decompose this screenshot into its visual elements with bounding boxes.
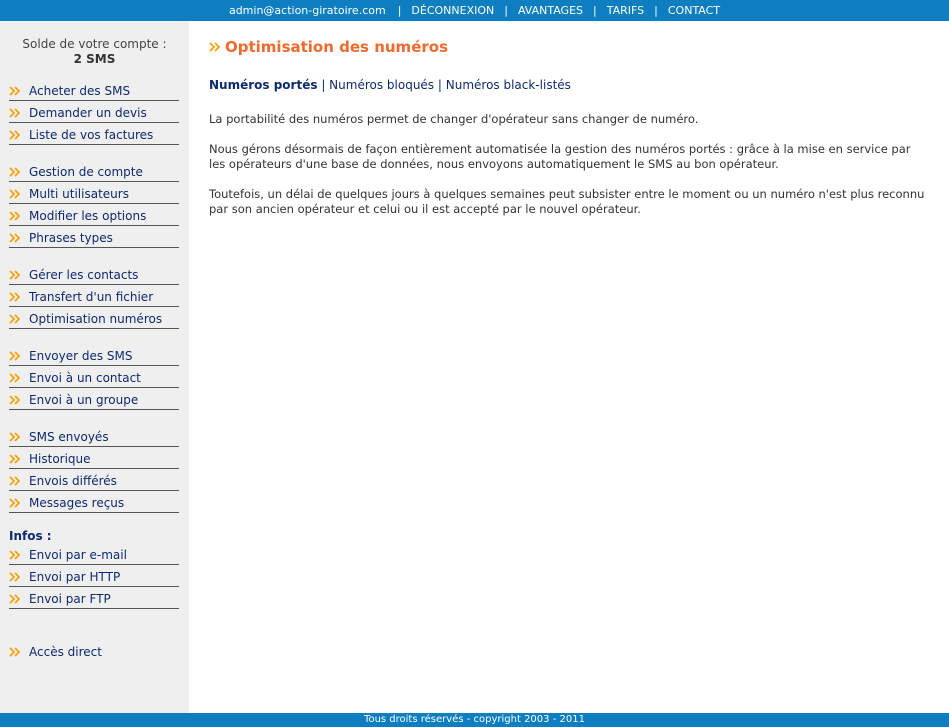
sidebar-item-label: Historique (29, 452, 91, 466)
sidebar-item-buy-sms[interactable] (9, 79, 179, 101)
sidebar-item-label: Envoi par FTP (29, 592, 111, 606)
intro-paragraph: La portabilité des numéros permet de changer d'opérateur sans changer de numéro. (209, 112, 699, 126)
sidebar-item-label: Multi utilisateurs (29, 187, 129, 201)
sidebar-item-edit-options[interactable] (9, 204, 179, 226)
menu-group-direct (9, 639, 179, 661)
tab-blocked-numbers[interactable]: Numéros bloqués (329, 78, 435, 92)
menu-group-contacts (9, 263, 179, 329)
sidebar-item-label: Optimisation numéros (29, 312, 163, 326)
separator: | (504, 4, 508, 17)
sidebar-item-file-transfer[interactable] (9, 285, 179, 307)
double-chevron-icon (9, 130, 21, 140)
top-bar (0, 0, 949, 21)
double-chevron-icon (9, 211, 21, 221)
sidebar-item-deferred-sends[interactable] (9, 469, 179, 491)
double-chevron-icon (9, 270, 21, 280)
sidebar-item-label: SMS envoyés (29, 430, 109, 444)
sidebar-item-label: Envoi par HTTP (29, 570, 121, 584)
sidebar-item-label: Acheter des SMS (29, 84, 131, 98)
sidebar-item-account-management[interactable] (9, 160, 179, 182)
double-chevron-icon (9, 432, 21, 442)
footer: Tous droits réservés - copyright 2003 - 2011 (0, 713, 949, 727)
sidebar-item-label: Modifier les options (29, 209, 147, 223)
separator: | (654, 4, 658, 17)
separator: | (593, 4, 597, 17)
sidebar-item-label: Liste de vos factures (29, 128, 154, 142)
sidebar-item-label: Envoyer des SMS (29, 349, 133, 363)
sidebar-item-sent-sms[interactable] (9, 425, 179, 447)
sidebar-item-label: Transfert d'un fichier (29, 290, 154, 304)
automation-paragraph: Nous gérons désormais de façon entièrement automatisée la gestion des numéros portés : grâce à la mise en service par les opérateurs d'une base de données, nous envoyons automatiquement le SMS au bon opérateur. (209, 142, 911, 171)
contact-link[interactable]: CONTACT (667, 4, 721, 17)
account-email-link[interactable]: admin@action-giratoire.com (228, 4, 386, 17)
double-chevron-icon (9, 351, 21, 361)
double-chevron-icon (9, 395, 21, 405)
sidebar-item-label: Envoi par e-mail (29, 548, 127, 562)
account-balance (0, 37, 189, 67)
sidebar-item-label: Gérer les contacts (29, 268, 139, 282)
double-chevron-icon (9, 454, 21, 464)
double-chevron-icon (9, 189, 21, 199)
sidebar-item-label: Demander un devis (29, 106, 147, 120)
sidebar-item-send-by-ftp[interactable] (9, 587, 179, 609)
double-chevron-icon (9, 314, 21, 324)
sidebar-item-manage-contacts[interactable] (9, 263, 179, 285)
menu-group-infos (9, 543, 179, 609)
sidebar-item-template-phrases[interactable] (9, 226, 179, 248)
sidebar-item-number-optimization[interactable] (9, 307, 179, 329)
page-title: Optimisation des numéros (225, 38, 448, 56)
pricing-link[interactable]: TARIFS (606, 4, 645, 17)
double-chevron-icon (209, 42, 221, 52)
sidebar-item-label: Envois différés (29, 474, 117, 488)
tab-blacklisted-numbers[interactable]: Numéros black-listés (445, 78, 571, 92)
sidebar-item-received-messages[interactable] (9, 491, 179, 513)
double-chevron-icon (9, 550, 21, 560)
sidebar-item-multi-users[interactable] (9, 182, 179, 204)
sidebar-item-send-by-email[interactable] (9, 543, 179, 565)
sidebar-item-send-to-group[interactable] (9, 388, 179, 410)
logout-link[interactable]: DÉCONNEXION (411, 4, 495, 17)
page-title-row (209, 38, 929, 56)
sidebar-item-label: Accès direct (29, 644, 102, 659)
double-chevron-icon (9, 647, 21, 657)
sidebar-item-label: Phrases types (29, 231, 113, 245)
menu-group-history (9, 425, 179, 513)
sidebar (0, 21, 189, 713)
sidebar-item-label: Envoi à un contact (29, 371, 141, 385)
delay-paragraph: Toutefois, un délai de quelques jours à quelques semaines peut subsister entre le moment ou un numéro n'est plus reconnu par son ancien opérateur et celui ou il est accepté par le nouvel opérateur. (209, 187, 925, 216)
sidebar-item-history[interactable] (9, 447, 179, 469)
double-chevron-icon (9, 233, 21, 243)
sidebar-item-invoices[interactable] (9, 123, 179, 145)
tab-separator: | (437, 78, 446, 92)
sidebar-item-send-sms[interactable] (9, 344, 179, 366)
sidebar-item-label: Gestion de compte (29, 165, 143, 179)
double-chevron-icon (9, 476, 21, 486)
sidebar-item-direct-access[interactable] (9, 639, 179, 661)
sidebar-item-send-by-http[interactable] (9, 565, 179, 587)
double-chevron-icon (9, 373, 21, 383)
sidebar-item-send-to-contact[interactable] (9, 366, 179, 388)
sidebar-item-label: Messages reçus (29, 496, 125, 510)
main-content (209, 21, 929, 217)
tab-separator: | (321, 78, 330, 92)
advantages-link[interactable]: AVANTAGES (517, 4, 584, 17)
tab-ported-numbers[interactable]: Numéros portés (209, 78, 318, 92)
double-chevron-icon (9, 86, 21, 96)
sidebar-item-label: Envoi à un groupe (29, 393, 139, 407)
number-tabs (209, 78, 929, 92)
double-chevron-icon (9, 108, 21, 118)
double-chevron-icon (9, 292, 21, 302)
double-chevron-icon (9, 498, 21, 508)
infos-heading: Infos : (9, 529, 52, 543)
sidebar-item-request-quote[interactable] (9, 101, 179, 123)
double-chevron-icon (9, 594, 21, 604)
menu-group-send (9, 344, 179, 410)
balance-label: Solde de votre compte : (22, 37, 167, 51)
separator: | (397, 4, 402, 17)
double-chevron-icon (9, 572, 21, 582)
menu-group-account (9, 160, 179, 248)
double-chevron-icon (9, 167, 21, 177)
balance-value: 2 SMS (73, 52, 116, 66)
menu-group-purchase (9, 79, 179, 145)
